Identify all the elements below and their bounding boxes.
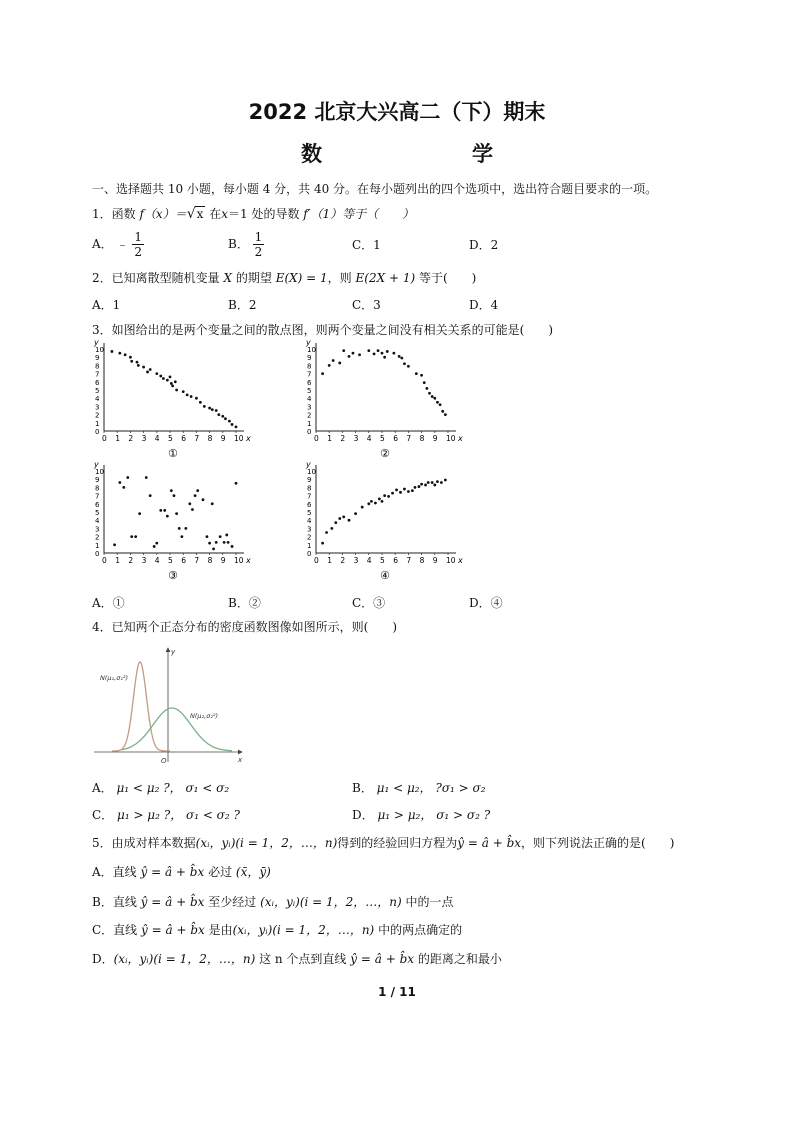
tick-label-x: 8 [419, 556, 425, 565]
tick-label-x: 0 [102, 434, 107, 443]
tick-label-y: 8 [307, 362, 312, 371]
q3-option-d: D．④ [469, 596, 503, 610]
tick-label-y: 9 [95, 354, 100, 363]
scatter-point [163, 509, 166, 512]
q1-option-d: D．2 [469, 238, 499, 252]
q4-option-b: B． μ₁ < μ₂， ?σ₁ > σ₂ [352, 781, 486, 795]
tick-label-x: 5 [380, 556, 385, 565]
scatter-point [444, 479, 447, 482]
scatter-point [159, 509, 162, 512]
scatter-point [361, 506, 364, 509]
scatter-point [175, 389, 178, 392]
tick-label-x: 8 [419, 434, 425, 443]
scatter-point [398, 355, 401, 358]
tick-label-y: 3 [95, 403, 100, 412]
tick-label-x: 6 [181, 556, 186, 565]
tick-label-x: 1 [327, 556, 332, 565]
tick-label-y: 1 [307, 419, 312, 428]
scatter-point [111, 350, 114, 353]
axis-y-label: y [94, 338, 99, 347]
scatter-point [418, 485, 421, 488]
tick-label-y: 10 [95, 346, 104, 354]
tick-label-x: 0 [314, 434, 319, 443]
scatter-point [149, 368, 152, 371]
q2-option-d: D．4 [469, 298, 499, 312]
scatter-point [146, 371, 149, 374]
plot-caption: ③ [168, 569, 178, 582]
scatter-point [381, 500, 384, 503]
scatter-point [427, 481, 430, 484]
scatter-point [122, 486, 125, 489]
tick-label-y: 0 [307, 550, 312, 558]
scatter-point [428, 392, 431, 395]
q4-option-d: D． μ₁ > μ₂， σ₁ > σ₂ ? [352, 808, 491, 822]
tick-label-x: 2 [340, 434, 346, 443]
q5-option-a: A．直线 ŷ = â + b̂x 必过 (x̄，ȳ) [92, 865, 271, 879]
scatter-point [142, 366, 145, 369]
scatter-point [215, 409, 218, 412]
tick-label-x: 10 [234, 556, 244, 565]
scatter-point [208, 407, 211, 410]
scatter-point [420, 483, 423, 486]
scatter-point [159, 375, 162, 378]
q2-option-c: C．3 [352, 298, 381, 312]
scatter-point [433, 397, 436, 400]
tick-label-y: 9 [307, 476, 312, 485]
tick-label-y: 6 [307, 500, 312, 509]
q3-option-b: B．② [228, 596, 261, 610]
axis-y-label: y [94, 460, 99, 469]
scatter-point [235, 482, 238, 485]
scatter-point [224, 417, 227, 420]
scatter-point [212, 548, 215, 551]
scatter-point [191, 508, 194, 511]
tick-label-x: 1 [115, 434, 120, 443]
tick-label-x: 0 [102, 556, 107, 565]
scatter-point [182, 390, 185, 393]
tick-label-x: 10 [234, 434, 244, 443]
scatter-point [415, 372, 418, 375]
tick-label-y: 6 [95, 378, 100, 387]
tick-label-y: 3 [307, 525, 312, 534]
tick-label-y: 8 [307, 484, 312, 493]
tick-label-x: 8 [207, 556, 213, 565]
scatter-point [444, 413, 447, 416]
scatter-point [392, 352, 395, 355]
scatter-point [227, 541, 230, 544]
scatter-point [203, 405, 206, 408]
scatter-point [414, 486, 417, 489]
scatter-point [202, 498, 205, 501]
scatter-point [383, 356, 386, 359]
scatter-point [235, 426, 238, 429]
tick-label-y: 2 [307, 411, 312, 420]
scatter-point [425, 387, 428, 390]
tick-label-y: 4 [307, 517, 312, 526]
scatter-point [328, 364, 331, 367]
origin-label: O [161, 757, 167, 765]
scatter-point [381, 352, 384, 355]
tick-label-x: 5 [168, 556, 173, 565]
tick-label-y: 5 [95, 509, 100, 517]
tick-label-y: 3 [95, 525, 100, 534]
tick-label-y: 10 [307, 346, 316, 354]
plot-caption: ① [168, 447, 178, 460]
scatter-point [223, 541, 226, 544]
tick-label-x: 0 [314, 556, 319, 565]
axis-x-label: x [458, 434, 463, 443]
axis-y-label: y [306, 338, 311, 347]
scatter-point [400, 357, 403, 360]
scatter-point [217, 413, 220, 416]
scatter-point [440, 481, 443, 484]
tick-label-x: 6 [181, 434, 186, 443]
scatter-point [332, 359, 335, 362]
scatter-point [124, 353, 127, 356]
tick-label-x: 7 [194, 556, 200, 565]
scatter-point [195, 397, 198, 400]
scatter-point [348, 355, 351, 358]
scatter-point [186, 394, 189, 397]
scatter-point [129, 356, 132, 359]
tick-label-y: 9 [307, 354, 312, 363]
scatter-point [407, 365, 410, 368]
scatter-point [178, 527, 181, 530]
tick-label-y: 8 [95, 362, 100, 371]
scatter-point [155, 372, 158, 375]
scatter-point [367, 502, 370, 505]
scatter-point [196, 489, 199, 492]
tick-label-y: 7 [307, 370, 312, 379]
q4-option-a: A． μ₁ < μ₂ ?， σ₁ < σ₂ [92, 781, 230, 795]
tick-label-x: 9 [220, 434, 226, 443]
tick-label-x: 7 [194, 434, 200, 443]
scatter-point [423, 381, 426, 384]
scatter-point [386, 350, 389, 353]
scatter-point [431, 481, 434, 484]
scatter-point [231, 423, 234, 426]
q2-option-b: B．2 [228, 298, 257, 312]
scatter-point [170, 489, 173, 492]
scatter-point [118, 481, 121, 484]
scatter-point [166, 379, 169, 382]
tick-label-y: 2 [95, 411, 100, 420]
q5-option-b: B．直线 ŷ = â + b̂x 至少经过 (xᵢ，yᵢ)(i = 1，2，…，n) 中的一点 [92, 895, 454, 909]
scatter-point [436, 401, 439, 404]
scatter-point [374, 502, 377, 505]
tick-label-x: 7 [406, 556, 412, 565]
q4-stem: 4．已知两个正态分布的密度函数图像如图所示，则( ) [92, 620, 398, 634]
scatter-point [149, 494, 152, 497]
scatter-point [373, 353, 376, 356]
tick-label-x: 3 [353, 556, 359, 565]
axis-y-label: y [171, 648, 176, 656]
scatter-point [348, 519, 351, 522]
tick-label-x: 4 [154, 434, 160, 443]
scatter-point [228, 420, 231, 423]
tick-label-y: 5 [307, 387, 312, 395]
tick-label-y: 3 [307, 403, 312, 412]
scatter-point [180, 535, 183, 538]
scatter-point [130, 360, 133, 363]
scatter-point [436, 480, 439, 483]
scatter-point [130, 535, 133, 538]
q3-stem: 3．如图给出的是两个变量之间的散点图，则两个变量之间没有相关关系的可能是( ) [92, 323, 554, 337]
scatter-point [225, 534, 228, 537]
tick-label-y: 7 [95, 370, 100, 379]
scatter-point [211, 408, 214, 411]
scatter-point [325, 531, 328, 534]
scatter-point [194, 494, 197, 497]
tick-label-y: 0 [95, 428, 100, 436]
tick-label-x: 6 [393, 434, 398, 443]
scatter-point [138, 512, 141, 515]
scatter-point [171, 385, 174, 388]
tick-label-x: 10 [446, 556, 456, 565]
plot-caption: ④ [380, 569, 390, 582]
scatter-point [113, 543, 116, 546]
q3-option-c: C．③ [352, 596, 386, 610]
scatter-point [174, 380, 177, 383]
q1-stem: 1．函数 f（x）＝√x 在x＝1 处的导数 f′（1）等于（ ） [92, 206, 415, 222]
scatter-point [199, 401, 202, 404]
scatter-point [411, 489, 414, 492]
scatter-point [169, 375, 172, 378]
scatter-point [399, 491, 402, 494]
tick-label-y: 0 [307, 428, 312, 436]
scatter-point [378, 497, 381, 500]
scatter-point [330, 527, 333, 530]
scatter-point [206, 535, 209, 538]
tick-label-y: 4 [95, 517, 100, 526]
tick-label-x: 4 [154, 556, 160, 565]
q4-option-c: C． μ₁ > μ₂ ?， σ₁ < σ₂ ? [92, 808, 240, 822]
scatter-point [377, 349, 380, 352]
scatter-point [338, 517, 341, 520]
tick-label-x: 9 [220, 556, 226, 565]
page-number: 1 / 11 [378, 985, 416, 999]
scatter-point [134, 535, 137, 538]
scatter-point [188, 502, 191, 505]
scatter-point [352, 352, 355, 355]
curve2-label: N(μ₂,σ₂²) [190, 712, 219, 720]
scatter-point [431, 395, 434, 398]
tick-label-x: 4 [366, 556, 372, 565]
q2-stem: 2．已知离散型随机变量 X 的期望 E(X) = 1，则 E(2X + 1) 等于( ) [92, 271, 477, 285]
scatter-point [354, 512, 357, 515]
scatter-point [370, 500, 373, 503]
scatter-point [403, 488, 406, 491]
tick-label-x: 4 [366, 434, 372, 443]
tick-label-y: 5 [307, 509, 312, 517]
scatter-point [334, 521, 337, 524]
tick-label-y: 7 [307, 492, 312, 501]
scatter-point [395, 488, 398, 491]
tick-label-y: 5 [95, 387, 100, 395]
tick-label-x: 3 [141, 556, 147, 565]
tick-label-x: 3 [353, 434, 359, 443]
scatter-point [219, 535, 222, 538]
tick-label-x: 1 [115, 556, 120, 565]
tick-label-y: 1 [95, 541, 100, 550]
scatter-point [420, 374, 423, 377]
scatter-point [342, 516, 345, 519]
tick-label-y: 8 [95, 484, 100, 493]
tick-label-y: 2 [95, 533, 100, 542]
tick-label-y: 4 [95, 395, 100, 404]
scatter-point [126, 476, 129, 479]
scatter-point [155, 542, 158, 545]
tick-label-x: 8 [207, 434, 213, 443]
scatter-point [137, 364, 140, 367]
tick-label-x: 2 [128, 556, 134, 565]
tick-label-y: 6 [95, 500, 100, 509]
q1-option-a: A． ﹣ $\frac{1}{2}$ [92, 230, 142, 259]
plot-caption: ② [380, 447, 390, 460]
q5-option-c: C．直线 ŷ = â + b̂x 是由(xᵢ，yᵢ)(i = 1，2，…，n) 中的两点确定的 [92, 923, 463, 937]
scatter-point [136, 361, 139, 364]
page-title: 2022 北京大兴高二（下）期末 [248, 100, 546, 124]
scatter-point [173, 494, 176, 497]
q5-option-d: D．(xᵢ，yᵢ)(i = 1，2，…，n) 这 n 个点到直线 ŷ = â + b̂x 的距离之和最小 [92, 952, 502, 966]
q3-option-a: A．① [92, 596, 125, 610]
q5-stem: 5．由成对样本数据(xᵢ，yᵢ)(i = 1，2，…，n)得到的经验回归方程为ŷ = â + b̂x，则下列说法正确的是( ) [92, 836, 675, 850]
scatter-point [190, 395, 193, 398]
tick-label-y: 10 [95, 468, 104, 476]
tick-label-x: 9 [432, 556, 438, 565]
tick-label-y: 1 [95, 419, 100, 428]
q4-normal-distribution-figure [92, 642, 247, 767]
scatter-point [424, 484, 427, 487]
tick-label-x: 9 [432, 434, 438, 443]
scatter-point [118, 352, 121, 355]
tick-label-x: 5 [380, 434, 385, 443]
scatter-point [153, 545, 156, 548]
subject-title: 数 学 [301, 142, 529, 166]
tick-label-x: 2 [340, 556, 346, 565]
scatter-point [338, 362, 341, 365]
scatter-point [166, 515, 169, 518]
tick-label-y: 0 [95, 550, 100, 558]
tick-label-x: 5 [168, 434, 173, 443]
tick-label-x: 2 [128, 434, 134, 443]
axis-x-label: x [238, 756, 243, 764]
tick-label-y: 7 [95, 492, 100, 501]
scatter-point [162, 377, 165, 380]
scatter-point [221, 415, 224, 418]
tick-label-y: 10 [307, 468, 316, 476]
curve1-label: N(μ₁,σ₁²) [100, 674, 129, 682]
scatter-point [321, 542, 324, 545]
scatter-point [391, 492, 394, 495]
scatter-point [175, 512, 178, 515]
scatter-point [367, 349, 370, 352]
tick-label-x: 6 [393, 556, 398, 565]
tick-label-x: 7 [406, 434, 412, 443]
scatter-point [208, 542, 211, 545]
q2-option-a: A．1 [92, 298, 121, 312]
scatter-point [170, 382, 173, 385]
scatter-point [433, 484, 436, 487]
scatter-point [358, 353, 361, 356]
scatter-point [211, 502, 214, 505]
tick-label-x: 1 [327, 434, 332, 443]
scatter-point [231, 545, 234, 548]
axis-x-label: x [246, 434, 251, 443]
tick-label-x: 3 [141, 434, 147, 443]
tick-label-y: 1 [307, 541, 312, 550]
scatter-point [439, 403, 442, 406]
scatter-point [184, 527, 187, 530]
scatter-point [342, 349, 345, 352]
scatter-point [321, 372, 324, 375]
scatter-point [383, 494, 386, 497]
scatter-point [145, 476, 148, 479]
scatter-point [403, 362, 406, 365]
tick-label-y: 2 [307, 533, 312, 542]
axis-y-label: y [306, 460, 311, 469]
tick-label-y: 4 [307, 395, 312, 404]
tick-label-x: 10 [446, 434, 456, 443]
q1-option-b: B． $\frac{1}{2}$ [228, 230, 263, 259]
axis-x-label: x [246, 556, 251, 565]
tick-label-y: 9 [95, 476, 100, 485]
scatter-point [215, 541, 218, 544]
q1-option-c: C．1 [352, 238, 381, 252]
axis-x-label: x [458, 556, 463, 565]
section-intro: 一、选择题共 10 小题，每小题 4 分，共 40 分。在每小题列出的四个选项中，选出符合题目要求的一项。 [92, 182, 658, 196]
scatter-point [407, 490, 410, 493]
scatter-point [441, 410, 444, 413]
q3-scatter-plots [88, 338, 488, 590]
scatter-point [387, 495, 390, 498]
tick-label-y: 6 [307, 378, 312, 387]
